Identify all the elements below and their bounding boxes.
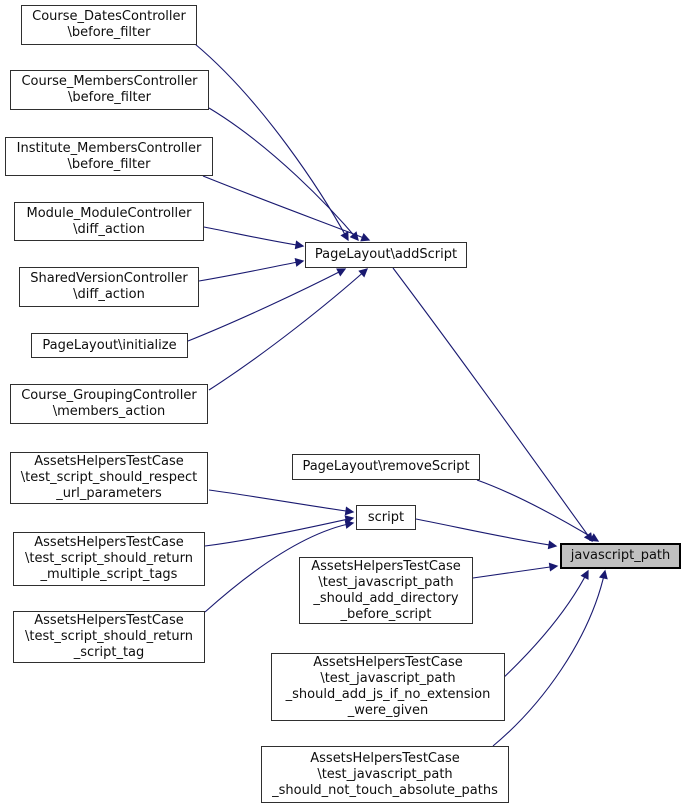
node-pagelayout-initialize[interactable] (31, 333, 188, 358)
node-label-line: PageLayout\removeScript (302, 459, 470, 474)
node-test-javascript-path-should-not-touch-absolute-paths[interactable] (261, 746, 509, 803)
node-script[interactable] (356, 505, 416, 530)
node-label-line: \diff_action (73, 287, 145, 302)
node-institute-members-before-filter[interactable] (5, 137, 213, 176)
edge-pagelayout-removescript--javascript-path (477, 480, 598, 541)
node-pagelayout-addscript[interactable] (305, 242, 467, 268)
node-label-line: PageLayout\initialize (42, 337, 177, 353)
node-label-line: _should_add_js_if_no_extension (285, 687, 491, 702)
node-course-dates-before-filter[interactable] (21, 5, 197, 45)
node-javascript-path (560, 543, 681, 569)
node-label-line: javascript_path (570, 548, 671, 563)
edge-pagelayout-addscript--javascript-path (393, 268, 592, 541)
node-label-line: _url_parameters (56, 486, 162, 501)
node-test-script-should-return-script-tag[interactable] (13, 611, 205, 663)
node-course-members-before-filter[interactable] (10, 70, 209, 110)
node-label-line: Course_MembersController (21, 74, 198, 89)
edge-test-javascript-path-should-add-directory-before-script--javascript-path (473, 566, 557, 578)
edge-test-javascript-path-should-add-js-if-no-extension-were-given--javascript-path (500, 571, 588, 681)
node-shared-version-diff-action[interactable] (19, 267, 199, 307)
node-label-line: \test_javascript_path (318, 574, 454, 590)
node-label-line: \test_script_should_return (25, 629, 193, 644)
node-label-line: \members_action (52, 404, 166, 419)
node-label-line: PageLayout\addScript (314, 247, 458, 262)
node-label-line: Institute_MembersController (16, 140, 202, 156)
node-label-line: Course_GroupingController (21, 388, 197, 403)
edge-institute-members-before-filter--pagelayout-addscript (203, 176, 369, 240)
node-label-line: script (367, 509, 405, 525)
node-label-line: _were_given (347, 703, 429, 718)
node-label-line: _should_add_directory (313, 590, 459, 606)
node-label-line: _should_not_touch_absolute_paths (272, 782, 498, 798)
node-label-line: AssetsHelpersTestCase (34, 454, 184, 469)
node-label-line: \before_filter (68, 90, 151, 105)
node-label-line: AssetsHelpersTestCase (313, 655, 463, 670)
node-test-script-should-return-multiple-script-tags[interactable] (13, 532, 205, 586)
edge-shared-version-diff-action--pagelayout-addscript (199, 261, 303, 281)
node-label-line: _multiple_script_tags (40, 567, 178, 582)
edge-test-script-should-return-multiple-script-tags--script (205, 518, 353, 546)
node-module-module-diff-action[interactable] (14, 202, 204, 241)
node-label-line: SharedVersionController (30, 271, 188, 286)
edge-module-module-diff-action--pagelayout-addscript (204, 227, 303, 246)
node-label-line: Course_DatesController (32, 9, 186, 24)
node-label-line: Module_ModuleController (26, 205, 192, 221)
node-pagelayout-removescript[interactable] (292, 454, 480, 480)
edge-test-script-should-respect-url-parameters--script (209, 490, 353, 512)
node-label-line: AssetsHelpersTestCase (34, 535, 184, 550)
node-label-line: _before_script (340, 606, 432, 622)
edge-pagelayout-initialize--pagelayout-addscript (188, 269, 345, 341)
node-label-line: \test_script_should_return (25, 551, 193, 566)
node-label-line: \test_javascript_path (317, 766, 453, 782)
node-label-line: AssetsHelpersTestCase (310, 750, 460, 766)
node-label-line: \test_javascript_path (320, 671, 456, 686)
node-test-javascript-path-should-add-directory-before-script[interactable] (299, 557, 473, 624)
node-test-script-should-respect-url-parameters[interactable] (10, 452, 208, 504)
edge-course-grouping-members-action--pagelayout-addscript (209, 269, 367, 390)
node-label-line: \diff_action (73, 221, 145, 237)
node-label-line: AssetsHelpersTestCase (311, 558, 461, 574)
node-test-javascript-path-should-add-js-if-no-extension-were-given[interactable] (271, 653, 505, 721)
node-label-line: _script_tag (73, 645, 145, 660)
edge-course-members-before-filter--pagelayout-addscript (209, 108, 358, 240)
node-course-grouping-members-action[interactable] (10, 384, 208, 424)
edge-test-javascript-path-should-not-touch-absolute-paths--javascript-path (493, 571, 605, 746)
edge-script--javascript-path (416, 519, 556, 546)
edge-course-dates-before-filter--pagelayout-addscript (195, 44, 348, 240)
node-label-line: \before_filter (67, 25, 151, 40)
node-label-line: AssetsHelpersTestCase (34, 613, 184, 628)
node-label-line: \test_script_should_respect (20, 470, 198, 485)
node-label-line: \before_filter (67, 156, 151, 172)
